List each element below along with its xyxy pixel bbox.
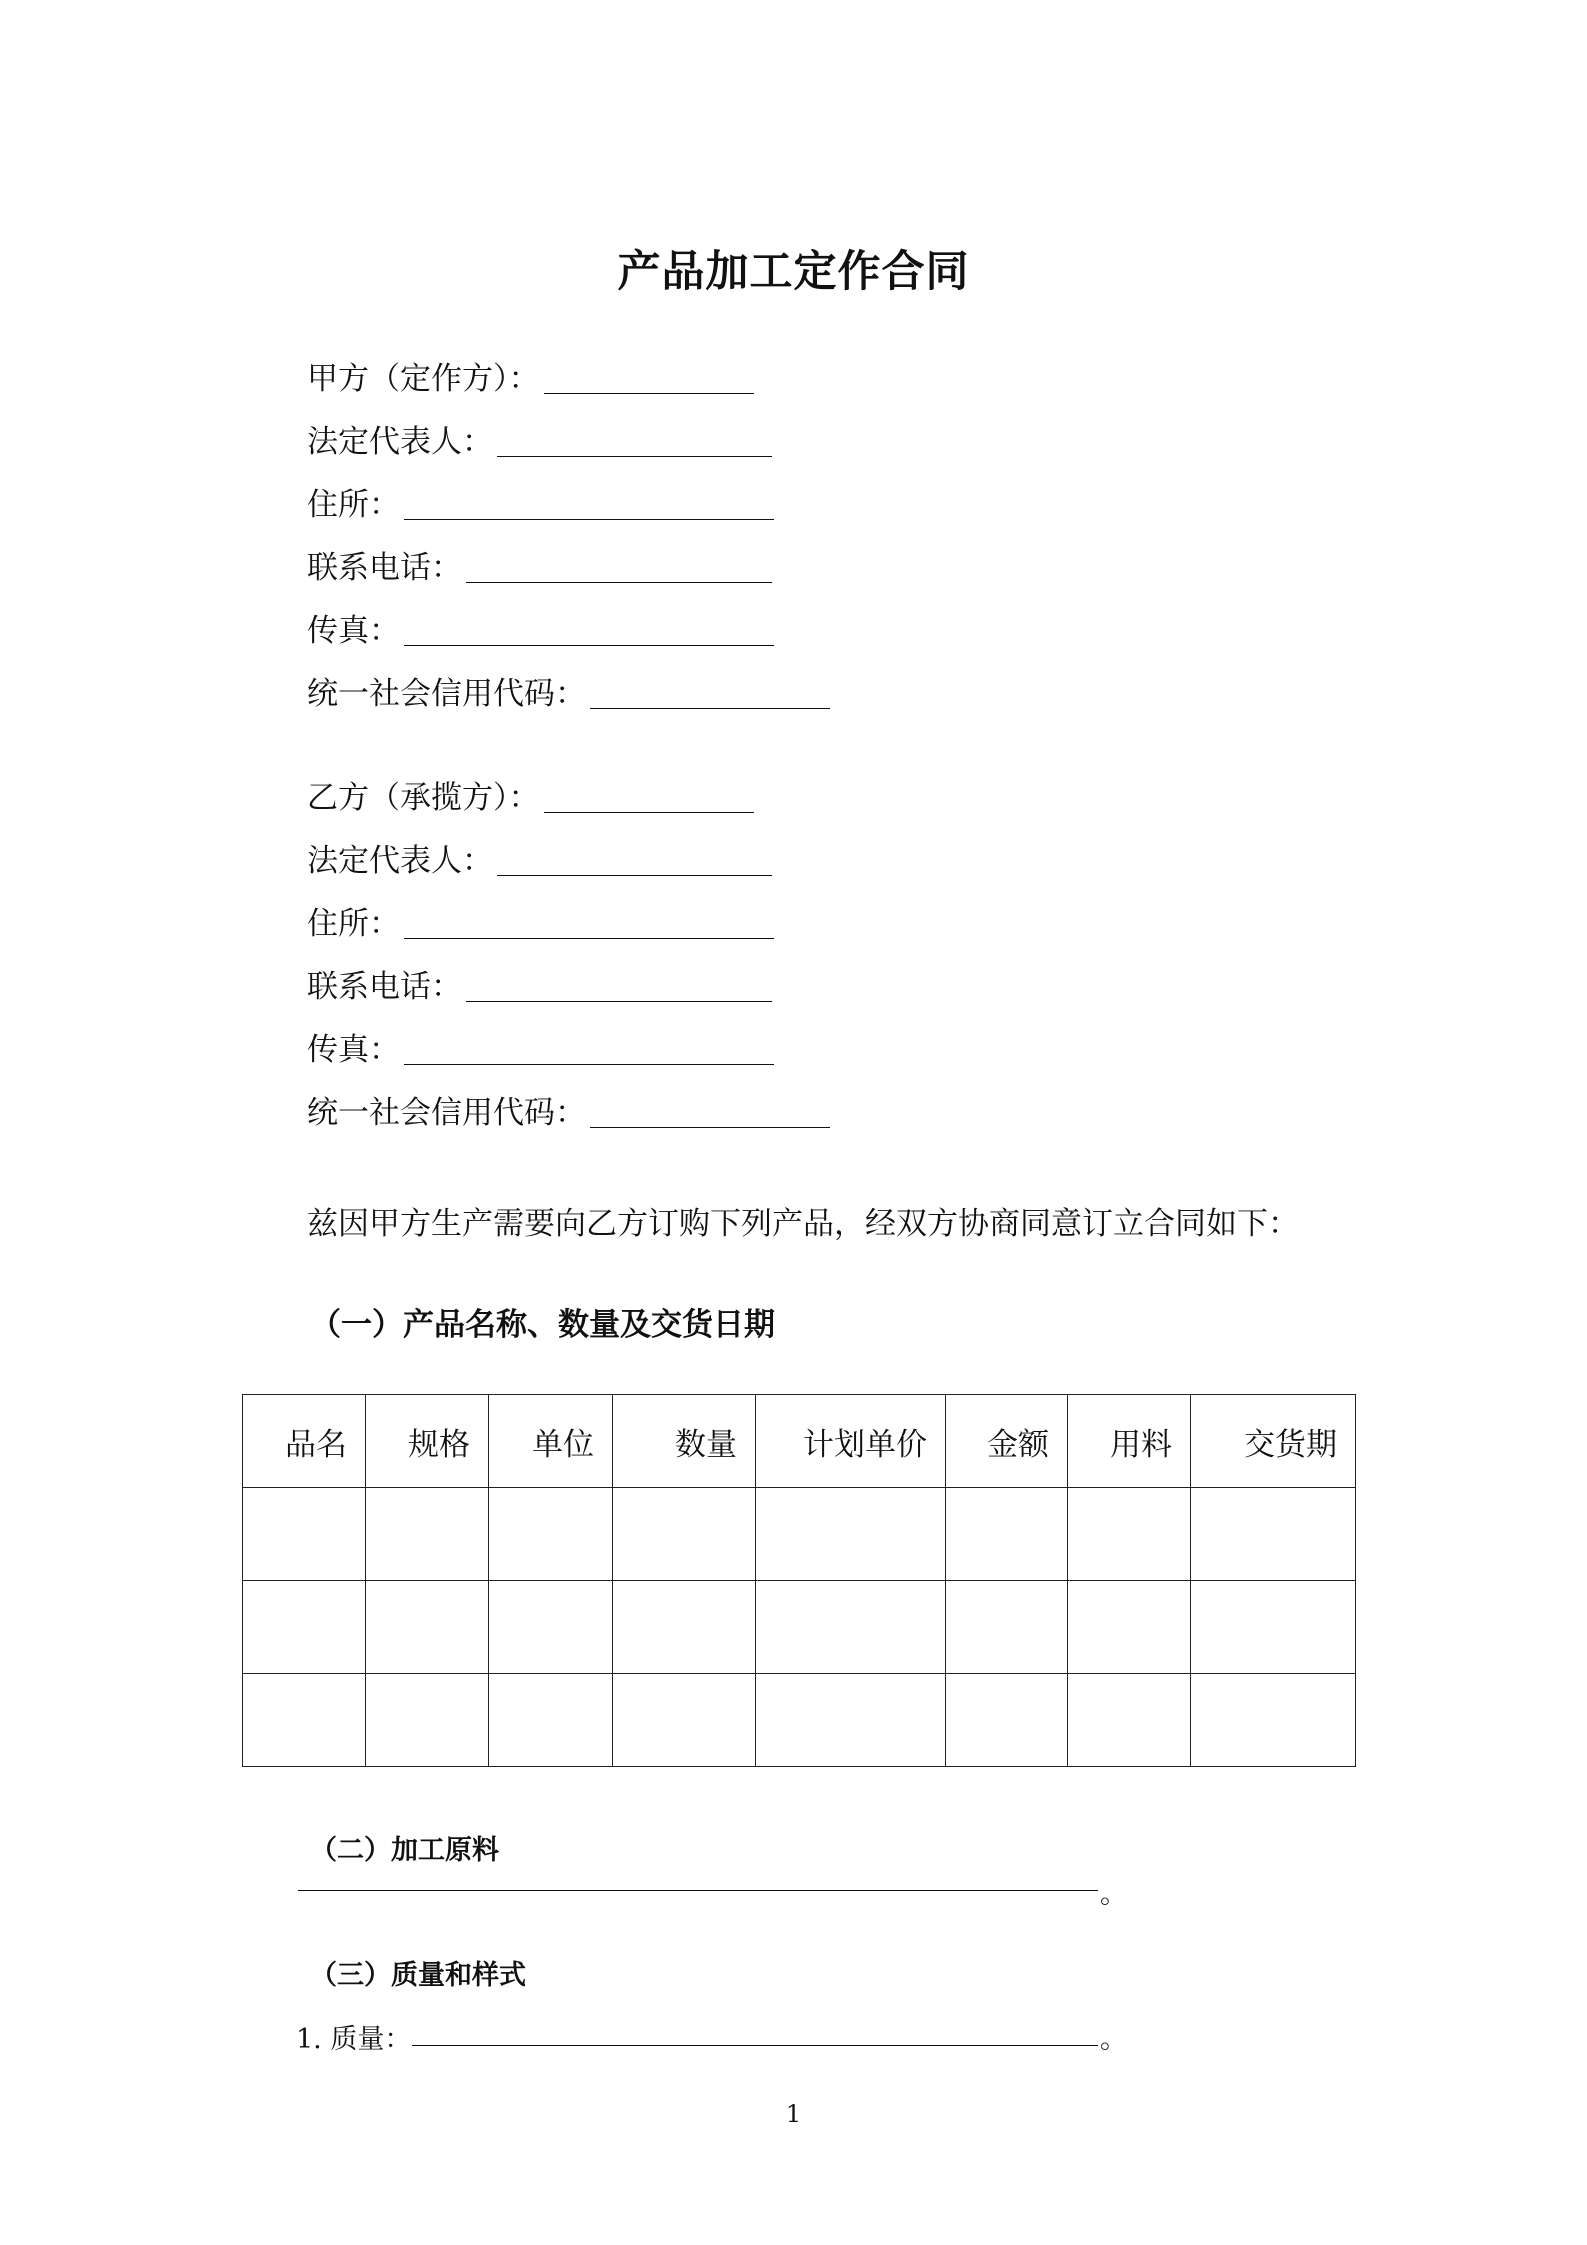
- table-cell[interactable]: [243, 1581, 366, 1674]
- party-a-address-label: 住所：: [307, 487, 400, 523]
- party-a-address-blank[interactable]: [404, 489, 774, 520]
- party-a-heading-label: 甲方（定作方）：: [307, 361, 540, 397]
- party-b-phone-field: [307, 962, 772, 1006]
- table-cell[interactable]: [243, 1674, 366, 1767]
- table-cell[interactable]: [756, 1674, 946, 1767]
- table-cell[interactable]: [1068, 1674, 1191, 1767]
- table-row: [243, 1674, 1356, 1767]
- party-b-rep-field: [307, 836, 772, 880]
- party-b-fax-blank[interactable]: [404, 1034, 774, 1065]
- quality-blank[interactable]: [412, 2045, 1098, 2046]
- table-cell[interactable]: [613, 1581, 756, 1674]
- party-b-name-blank[interactable]: [544, 782, 754, 813]
- table-cell[interactable]: [1068, 1581, 1191, 1674]
- party-b-credit-code-field: [307, 1088, 830, 1132]
- page-number: 1: [785, 2100, 802, 2128]
- table-cell[interactable]: [613, 1488, 756, 1581]
- product-table: [242, 1394, 1356, 1767]
- table-cell[interactable]: [1068, 1488, 1191, 1581]
- table-cell[interactable]: [489, 1581, 613, 1674]
- table-cell[interactable]: [756, 1581, 946, 1674]
- party-a-rep-label: 法定代表人：: [307, 424, 493, 460]
- table-header-cell: 数量: [613, 1395, 756, 1488]
- party-b-credit-code-blank[interactable]: [590, 1097, 830, 1128]
- party-a-phone-field: [307, 543, 772, 587]
- table-header-cell: 金额: [946, 1395, 1068, 1488]
- section2-heading: （二）加工原料: [310, 1835, 499, 1866]
- table-cell[interactable]: [1191, 1488, 1356, 1581]
- party-b-credit-code-label: 统一社会信用代码：: [307, 1095, 586, 1131]
- quality-end-mark: 。: [1100, 2024, 1127, 2055]
- party-b-rep-label: 法定代表人：: [307, 843, 493, 879]
- party-b-heading-field: [307, 773, 754, 817]
- table-header-cell: 计划单价: [756, 1395, 946, 1488]
- party-a-rep-blank[interactable]: [497, 426, 772, 457]
- table-header-row: [243, 1395, 1356, 1488]
- party-a-rep-field: [307, 417, 772, 461]
- party-a-phone-blank[interactable]: [466, 552, 772, 583]
- table-cell[interactable]: [1191, 1674, 1356, 1767]
- party-b-phone-blank[interactable]: [466, 971, 772, 1002]
- table-cell[interactable]: [366, 1674, 489, 1767]
- table-cell[interactable]: [946, 1488, 1068, 1581]
- table-cell[interactable]: [489, 1674, 613, 1767]
- party-a-credit-code-blank[interactable]: [590, 678, 830, 709]
- table-cell[interactable]: [756, 1488, 946, 1581]
- party-a-credit-code-field: [307, 669, 830, 713]
- party-a-name-blank[interactable]: [544, 363, 754, 394]
- table-header-cell: 用料: [1068, 1395, 1191, 1488]
- party-b-phone-label: 联系电话：: [307, 969, 462, 1005]
- table-cell[interactable]: [946, 1674, 1068, 1767]
- table-cell[interactable]: [366, 1488, 489, 1581]
- section3-heading: （三）质量和样式: [310, 1960, 526, 1991]
- party-b-heading-label: 乙方（承揽方）：: [307, 780, 540, 816]
- party-a-heading-field: [307, 354, 754, 398]
- table-header-cell: 品名: [243, 1395, 366, 1488]
- table-row: [243, 1488, 1356, 1581]
- table-row: [243, 1581, 1356, 1674]
- table-cell[interactable]: [489, 1488, 613, 1581]
- table-cell[interactable]: [243, 1488, 366, 1581]
- party-b-fax-label: 传真：: [307, 1032, 400, 1068]
- table-cell[interactable]: [946, 1581, 1068, 1674]
- party-b-fax-field: [307, 1025, 774, 1069]
- party-b-rep-blank[interactable]: [497, 845, 772, 876]
- raw-material-blank[interactable]: [298, 1890, 1098, 1891]
- party-b-address-blank[interactable]: [404, 908, 774, 939]
- party-a-fax-blank[interactable]: [404, 615, 774, 646]
- party-a-phone-label: 联系电话：: [307, 550, 462, 586]
- section1-heading: （一）产品名称、数量及交货日期: [310, 1307, 775, 1343]
- party-a-address-field: [307, 480, 774, 524]
- table-cell[interactable]: [1191, 1581, 1356, 1674]
- table-header-cell: 单位: [489, 1395, 613, 1488]
- raw-material-end-mark: 。: [1100, 1879, 1127, 1910]
- party-a-fax-label: 传真：: [307, 613, 400, 649]
- intro-paragraph: 兹因甲方生产需要向乙方订购下列产品，经双方协商同意订立合同如下：: [307, 1206, 1299, 1242]
- table-cell[interactable]: [366, 1581, 489, 1674]
- party-b-address-field: [307, 899, 774, 943]
- table-cell[interactable]: [613, 1674, 756, 1767]
- table-header-cell: 规格: [366, 1395, 489, 1488]
- party-a-fax-field: [307, 606, 774, 650]
- party-a-credit-code-label: 统一社会信用代码：: [307, 676, 586, 712]
- party-b-address-label: 住所：: [307, 906, 400, 942]
- table-header-cell: 交货期: [1191, 1395, 1356, 1488]
- quality-label: 1. 质量：: [296, 2024, 412, 2055]
- document-title: 产品加工定作合同: [617, 247, 970, 297]
